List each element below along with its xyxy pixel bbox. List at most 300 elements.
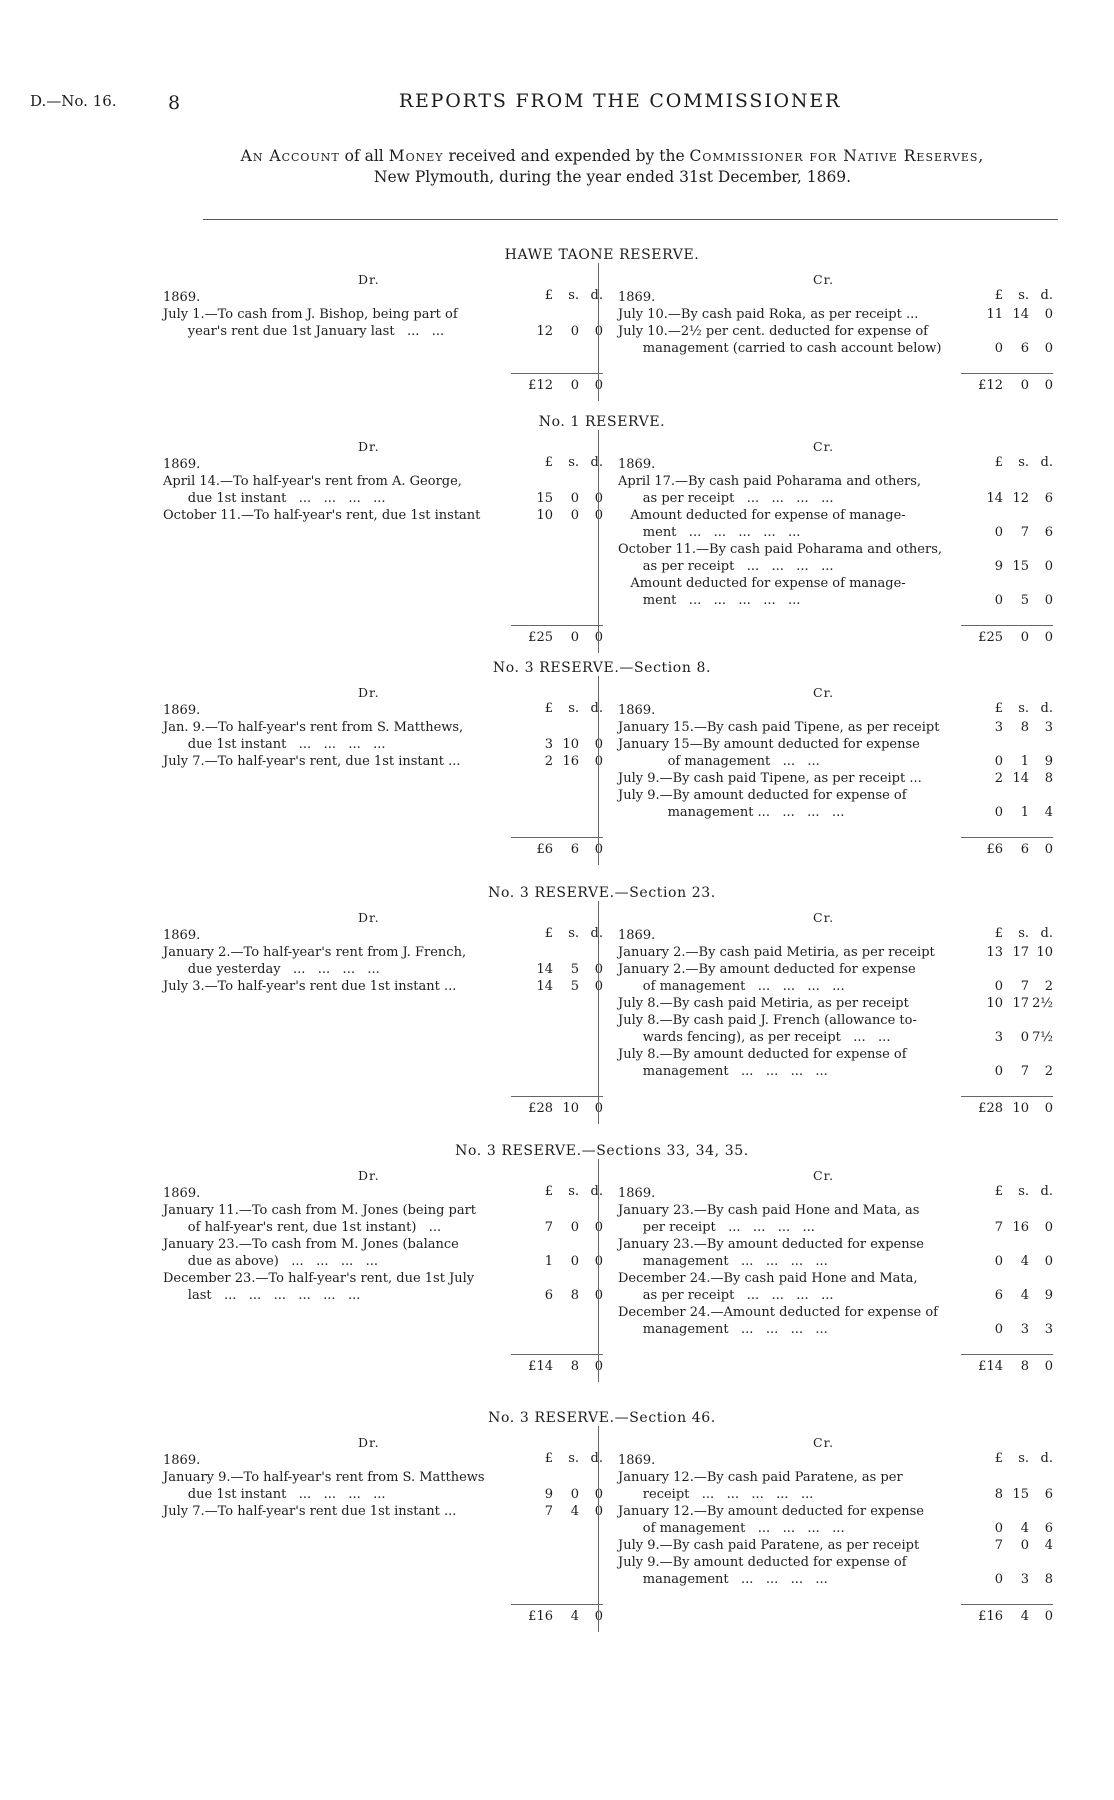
dr-currency-header-shillings: s.: [568, 288, 579, 303]
dr-entry-text: Jan. 9.—To half-year's rent from S. Matthews,: [163, 720, 464, 735]
cr-entry-amount-shillings: 3: [1020, 1572, 1029, 1587]
cr-currency-header: [963, 1183, 1053, 1200]
dr-total-pounds: £6: [536, 842, 553, 857]
dr-entry-amount-pounds: 3: [544, 737, 553, 752]
cr-entry-amount-pence: 6: [1044, 525, 1053, 540]
cr-entry-amount-pounds: 0: [994, 1572, 1003, 1587]
cr-total-pounds: £16: [978, 1609, 1003, 1624]
cr-entry-amount: [963, 1029, 1053, 1046]
dr-currency-header-pounds: £: [544, 455, 553, 470]
debit-caption: Dr.: [358, 1168, 380, 1183]
cr-entry-text: as per receipt ... ... ... ...: [618, 491, 834, 506]
cr-entry-amount: [963, 1287, 1053, 1304]
cr-entry-amount: [963, 340, 1053, 357]
dr-currency-header-pence: d.: [590, 1184, 603, 1199]
dr-currency-header-pounds: £: [544, 701, 553, 716]
dr-total-shillings: 0: [570, 630, 579, 645]
dr-entry-amount-pence: 0: [594, 1254, 603, 1269]
dr-total-pence: 0: [594, 1101, 603, 1116]
dr-entry-amount: [513, 1503, 603, 1520]
dr-entry-text: October 11.—To half-year's rent, due 1st instant: [163, 508, 481, 523]
cr-entry-text: Amount deducted for expense of manage-: [618, 576, 906, 591]
dr-entry-text: last ... ... ... ... ... ...: [163, 1288, 361, 1303]
cr-currency-header-pounds: £: [994, 1451, 1003, 1466]
page-title: REPORTS FROM THE COMMISSIONER: [398, 90, 842, 112]
dr-entry-amount: [513, 753, 603, 770]
dr-total-pounds: £16: [528, 1609, 553, 1624]
debit-caption: Dr.: [358, 910, 380, 925]
cr-entry-text: of management ... ...: [618, 754, 820, 769]
cr-entry-text: October 11.—By cash paid Poharama and others,: [618, 542, 943, 557]
debit-caption: Dr.: [358, 685, 380, 700]
cr-entry-amount-pence: 10: [1036, 945, 1053, 960]
cr-currency-header: [963, 700, 1053, 717]
cr-entry-amount-pounds: 0: [994, 805, 1003, 820]
cr-entry-amount: [963, 558, 1053, 575]
cr-entry-amount-pounds: 3: [994, 1030, 1003, 1045]
cr-entry-amount-pence: 2½: [1032, 996, 1053, 1011]
cr-entry-text: January 12.—By amount deducted for expense: [618, 1504, 924, 1519]
section-title: No. 3 RESERVE.—Section 8.: [492, 660, 712, 676]
cr-entry-amount-pounds: 0: [994, 754, 1003, 769]
cr-total-pence: 0: [1044, 378, 1053, 393]
cr-entry-amount: [963, 719, 1053, 736]
intro-lead: An Account: [240, 147, 340, 165]
dr-entry-text: July 7.—To half-year's rent due 1st instant ...: [163, 1504, 457, 1519]
cr-entry-amount: [963, 1571, 1053, 1588]
section-title: No. 3 RESERVE.—Sections 33, 34, 35.: [455, 1143, 749, 1159]
cr-total: [963, 1100, 1053, 1117]
dr-total: [513, 377, 603, 394]
cr-entry-amount-pence: 0: [1044, 307, 1053, 322]
credit-caption: Cr.: [813, 1168, 835, 1183]
dr-entry-text: 1869.: [163, 290, 201, 305]
cr-entry-text: 1869.: [618, 1186, 656, 1201]
dr-currency-header-pence: d.: [590, 1451, 603, 1466]
dr-total: [513, 1100, 603, 1117]
cr-entry-text: July 10.—By cash paid Roka, as per receipt ...: [618, 307, 919, 322]
dr-entry-text: 1869.: [163, 457, 201, 472]
cr-entry-text: January 23.—By amount deducted for expense: [618, 1237, 924, 1252]
cr-entry-amount-shillings: 15: [1012, 559, 1029, 574]
credit-caption: Cr.: [813, 685, 835, 700]
cr-entry-amount-pounds: 0: [994, 1254, 1003, 1269]
dr-currency-header-pence: d.: [590, 701, 603, 716]
cr-entry-text: management ... ... ... ...: [618, 805, 845, 820]
cr-entry-amount-pounds: 6: [994, 1288, 1003, 1303]
cr-entry-amount-shillings: 16: [1012, 1220, 1029, 1235]
cr-total: [963, 841, 1053, 858]
cr-entry-amount-pounds: 7: [994, 1538, 1003, 1553]
dr-total-shillings: 6: [570, 842, 579, 857]
dr-entry-amount-shillings: 0: [570, 491, 579, 506]
cr-entry-amount-pence: 9: [1044, 754, 1053, 769]
dr-entry-amount-pounds: 14: [536, 979, 553, 994]
cr-entry-amount-shillings: 14: [1012, 307, 1029, 322]
dr-entry-amount-shillings: 8: [570, 1288, 579, 1303]
cr-entry-text: January 15.—By cash paid Tipene, as per receipt: [618, 720, 940, 735]
cr-entry-amount-pence: 8: [1044, 1572, 1053, 1587]
cr-currency-header-pounds: £: [994, 701, 1003, 716]
dr-currency-header-shillings: s.: [568, 1451, 579, 1466]
credit-caption: Cr.: [813, 1435, 835, 1450]
cr-total-pence: 0: [1044, 1359, 1053, 1374]
cr-entry-text: April 17.—By cash paid Poharama and others,: [618, 474, 922, 489]
cr-sum-rule: [961, 837, 1053, 838]
cr-currency-header-pence: d.: [1040, 288, 1053, 303]
cr-entry-amount-pence: 7½: [1032, 1030, 1053, 1045]
cr-entry-amount: [963, 1486, 1053, 1503]
cr-currency-header-pounds: £: [994, 926, 1003, 941]
cr-total: [963, 377, 1053, 394]
dr-total: [513, 629, 603, 646]
cr-entry-amount: [963, 306, 1053, 323]
dr-total-pence: 0: [594, 842, 603, 857]
dr-entry-amount-pence: 0: [594, 754, 603, 769]
dr-entry-amount: [513, 1486, 603, 1503]
dr-sum-rule: [511, 1354, 603, 1355]
cr-entry-text: as per receipt ... ... ... ...: [618, 1288, 834, 1303]
cr-entry-amount: [963, 1537, 1053, 1554]
column-divider: [598, 430, 599, 653]
cr-entry-text: ment ... ... ... ... ...: [618, 525, 801, 540]
dr-entry-text: April 14.—To half-year's rent from A. George,: [163, 474, 462, 489]
dr-entry-text: due 1st instant ... ... ... ...: [163, 491, 386, 506]
cr-sum-rule: [961, 625, 1053, 626]
dr-sum-rule: [511, 837, 603, 838]
cr-entry-amount-pence: 4: [1044, 1538, 1053, 1553]
dr-total-pounds: £28: [528, 1101, 553, 1116]
dr-entry-text: year's rent due 1st January last ... ...: [163, 324, 445, 339]
cr-entry-amount-shillings: 4: [1020, 1254, 1029, 1269]
cr-entry-text: December 24.—By cash paid Hone and Mata,: [618, 1271, 918, 1286]
cr-entry-amount-pounds: 13: [986, 945, 1003, 960]
dr-currency-header-pence: d.: [590, 288, 603, 303]
cr-sum-rule: [961, 1604, 1053, 1605]
cr-entry-amount: [963, 490, 1053, 507]
cr-total: [963, 1608, 1053, 1625]
cr-total-shillings: 8: [1020, 1359, 1029, 1374]
cr-sum-rule: [961, 1354, 1053, 1355]
header-rule: [203, 219, 1058, 220]
cr-entry-amount-pounds: 10: [986, 996, 1003, 1011]
dr-entry-amount-shillings: 5: [570, 962, 579, 977]
dr-entry-amount-pounds: 12: [536, 324, 553, 339]
debit-caption: Dr.: [358, 1435, 380, 1450]
cr-currency-header-shillings: s.: [1018, 1184, 1029, 1199]
cr-currency-header: [963, 1450, 1053, 1467]
cr-currency-header-pence: d.: [1040, 1451, 1053, 1466]
dr-entry-amount: [513, 507, 603, 524]
dr-currency-header: [513, 454, 603, 471]
cr-entry-amount-pence: 4: [1044, 805, 1053, 820]
dr-entry-amount-shillings: 0: [570, 1487, 579, 1502]
cr-entry-text: January 15—By amount deducted for expense: [618, 737, 920, 752]
dr-entry-text: July 3.—To half-year's rent due 1st instant ...: [163, 979, 457, 994]
cr-entry-amount-shillings: 7: [1020, 979, 1029, 994]
cr-entry-amount-shillings: 12: [1012, 491, 1029, 506]
dr-currency-header-pounds: £: [544, 1184, 553, 1199]
dr-entry-amount-pounds: 1: [544, 1254, 553, 1269]
section-title: No. 3 RESERVE.—Section 23.: [488, 885, 716, 901]
dr-total-shillings: 8: [570, 1359, 579, 1374]
cr-entry-amount-shillings: 7: [1020, 525, 1029, 540]
cr-entry-amount-pence: 6: [1044, 1487, 1053, 1502]
cr-entry-amount: [963, 592, 1053, 609]
dr-entry-amount-shillings: 0: [570, 1254, 579, 1269]
cr-entry-amount-pence: 3: [1044, 720, 1053, 735]
cr-entry-text: January 23.—By cash paid Hone and Mata, as: [618, 1203, 920, 1218]
dr-entry-amount: [513, 323, 603, 340]
cr-entry-amount-shillings: 6: [1020, 341, 1029, 356]
cr-entry-amount-pence: 0: [1044, 1220, 1053, 1235]
cr-currency-header-pounds: £: [994, 288, 1003, 303]
cr-entry-amount-pounds: 8: [994, 1487, 1003, 1502]
cr-entry-text: of management ... ... ... ...: [618, 1521, 845, 1536]
dr-entry-amount-pounds: 15: [536, 491, 553, 506]
cr-total-shillings: 0: [1020, 378, 1029, 393]
cr-entry-amount-shillings: 3: [1020, 1322, 1029, 1337]
dr-entry-amount: [513, 978, 603, 995]
cr-entry-amount: [963, 1063, 1053, 1080]
dr-entry-amount-shillings: 10: [562, 737, 579, 752]
cr-currency-header-shillings: s.: [1018, 288, 1029, 303]
cr-entry-text: as per receipt ... ... ... ...: [618, 559, 834, 574]
dr-entry-amount: [513, 1253, 603, 1270]
dr-entry-text: January 11.—To cash from M. Jones (being part: [163, 1203, 477, 1218]
cr-entry-text: Amount deducted for expense of manage-: [618, 508, 906, 523]
cr-entry-amount-pence: 0: [1044, 341, 1053, 356]
dr-total-pence: 0: [594, 1359, 603, 1374]
credit-caption: Cr.: [813, 439, 835, 454]
cr-entry-amount: [963, 995, 1053, 1012]
cr-entry-amount-shillings: 15: [1012, 1487, 1029, 1502]
cr-entry-amount: [963, 804, 1053, 821]
cr-entry-amount-pounds: 0: [994, 593, 1003, 608]
cr-entry-text: July 9.—By amount deducted for expense of: [618, 1555, 907, 1570]
dr-sum-rule: [511, 625, 603, 626]
cr-entry-amount: [963, 1219, 1053, 1236]
document-reference: D.—No. 16.: [30, 92, 117, 110]
account-intro: [165, 146, 1060, 188]
dr-total-pence: 0: [594, 1609, 603, 1624]
cr-entry-text: management (carried to cash account below): [618, 341, 942, 356]
cr-total-pence: 0: [1044, 842, 1053, 857]
column-divider: [598, 901, 599, 1124]
dr-currency-header: [513, 1183, 603, 1200]
dr-total-pence: 0: [594, 378, 603, 393]
cr-entry-text: 1869.: [618, 928, 656, 943]
dr-entry-amount-pence: 0: [594, 491, 603, 506]
dr-currency-header-pence: d.: [590, 926, 603, 941]
dr-entry-amount-pounds: 10: [536, 508, 553, 523]
cr-entry-amount: [963, 1520, 1053, 1537]
cr-entry-text: 1869.: [618, 290, 656, 305]
dr-entry-amount-pounds: 7: [544, 1504, 553, 1519]
cr-entry-amount-pence: 2: [1044, 979, 1053, 994]
section-title: HAWE TAONE RESERVE.: [504, 247, 700, 263]
cr-currency-header-pounds: £: [994, 455, 1003, 470]
cr-entry-amount-shillings: 17: [1012, 996, 1029, 1011]
cr-entry-text: January 2.—By amount deducted for expense: [618, 962, 916, 977]
cr-total-pence: 0: [1044, 1609, 1053, 1624]
cr-total-shillings: 4: [1020, 1609, 1029, 1624]
cr-entry-amount-pounds: 3: [994, 720, 1003, 735]
cr-entry-text: management ... ... ... ...: [618, 1322, 828, 1337]
cr-total: [963, 629, 1053, 646]
page-number: 8: [168, 92, 181, 114]
dr-entry-amount-pounds: 2: [544, 754, 553, 769]
cr-currency-header-shillings: s.: [1018, 701, 1029, 716]
cr-entry-text: ment ... ... ... ... ...: [618, 593, 801, 608]
cr-entry-amount: [963, 1253, 1053, 1270]
cr-total-pounds: £6: [986, 842, 1003, 857]
dr-currency-header: [513, 287, 603, 304]
cr-entry-text: of management ... ... ... ...: [618, 979, 845, 994]
dr-entry-text: 1869.: [163, 1453, 201, 1468]
cr-entry-text: July 9.—By amount deducted for expense of: [618, 788, 907, 803]
column-divider: [598, 263, 599, 401]
cr-entry-text: July 9.—By cash paid Tipene, as per receipt ...: [618, 771, 922, 786]
cr-entry-amount: [963, 1321, 1053, 1338]
dr-currency-header-shillings: s.: [568, 926, 579, 941]
dr-total: [513, 841, 603, 858]
cr-entry-amount-pence: 6: [1044, 1521, 1053, 1536]
dr-entry-text: due 1st instant ... ... ... ...: [163, 1487, 386, 1502]
cr-entry-amount-pounds: 0: [994, 1322, 1003, 1337]
cr-entry-amount: [963, 978, 1053, 995]
cr-entry-amount-shillings: 0: [1020, 1538, 1029, 1553]
dr-currency-header-pounds: £: [544, 288, 553, 303]
dr-entry-amount: [513, 1219, 603, 1236]
cr-entry-amount-shillings: 17: [1012, 945, 1029, 960]
cr-entry-text: per receipt ... ... ... ...: [618, 1220, 815, 1235]
cr-entry-text: 1869.: [618, 457, 656, 472]
dr-total: [513, 1358, 603, 1375]
cr-entry-amount-pence: 0: [1044, 593, 1053, 608]
cr-entry-text: July 8.—By cash paid J. French (allowance to-: [618, 1013, 917, 1028]
cr-entry-amount-pence: 8: [1044, 771, 1053, 786]
cr-entry-amount-shillings: 4: [1020, 1288, 1029, 1303]
dr-total-shillings: 0: [570, 378, 579, 393]
cr-entry-amount-pounds: 0: [994, 525, 1003, 540]
cr-entry-amount-pence: 3: [1044, 1322, 1053, 1337]
cr-sum-rule: [961, 1096, 1053, 1097]
dr-entry-text: January 23.—To cash from M. Jones (balance: [163, 1237, 459, 1252]
dr-entry-text: 1869.: [163, 928, 201, 943]
dr-entry-amount: [513, 961, 603, 978]
dr-currency-header: [513, 1450, 603, 1467]
column-divider: [598, 676, 599, 865]
dr-currency-header: [513, 925, 603, 942]
dr-total-pounds: £25: [528, 630, 553, 645]
cr-total-pounds: £12: [978, 378, 1003, 393]
dr-entry-amount-pence: 0: [594, 1487, 603, 1502]
cr-entry-amount-pence: 6: [1044, 491, 1053, 506]
dr-currency-header-shillings: s.: [568, 1184, 579, 1199]
cr-entry-amount-pence: 0: [1044, 1254, 1053, 1269]
dr-entry-amount-shillings: 0: [570, 508, 579, 523]
cr-entry-amount-shillings: 4: [1020, 1521, 1029, 1536]
cr-currency-header-shillings: s.: [1018, 1451, 1029, 1466]
column-divider: [598, 1159, 599, 1382]
cr-entry-text: 1869.: [618, 703, 656, 718]
dr-currency-header-pounds: £: [544, 1451, 553, 1466]
cr-entry-amount-pounds: 2: [994, 771, 1003, 786]
dr-entry-amount-pence: 0: [594, 1288, 603, 1303]
dr-entry-amount-pence: 0: [594, 1504, 603, 1519]
dr-total: [513, 1608, 603, 1625]
cr-entry-amount-pounds: 11: [986, 307, 1003, 322]
dr-total-shillings: 10: [562, 1101, 579, 1116]
cr-currency-header-shillings: s.: [1018, 455, 1029, 470]
section-title: No. 3 RESERVE.—Section 46.: [488, 1410, 716, 1426]
dr-entry-text: July 1.—To cash from J. Bishop, being part of: [163, 307, 458, 322]
dr-entry-text: due as above) ... ... ... ...: [163, 1254, 379, 1269]
intro-line2: New Plymouth, during the year ended 31st December, 1869.: [373, 168, 852, 186]
dr-entry-amount-pence: 0: [594, 324, 603, 339]
cr-currency-header: [963, 454, 1053, 471]
cr-entry-text: management ... ... ... ...: [618, 1254, 828, 1269]
cr-entry-text: July 8.—By amount deducted for expense of: [618, 1047, 907, 1062]
dr-entry-text: December 23.—To half-year's rent, due 1st July: [163, 1271, 475, 1286]
dr-total-pounds: £14: [528, 1359, 553, 1374]
dr-entry-text: due yesterday ... ... ... ...: [163, 962, 380, 977]
dr-entry-amount-pence: 0: [594, 962, 603, 977]
dr-entry-amount: [513, 1287, 603, 1304]
dr-entry-amount-shillings: 0: [570, 324, 579, 339]
cr-entry-amount-pence: 0: [1044, 559, 1053, 574]
cr-entry-text: July 8.—By cash paid Metiria, as per receipt: [618, 996, 909, 1011]
dr-entry-amount-shillings: 0: [570, 1220, 579, 1235]
dr-entry-amount: [513, 490, 603, 507]
cr-entry-amount-shillings: 0: [1020, 1030, 1029, 1045]
cr-entry-text: July 9.—By cash paid Paratene, as per receipt: [618, 1538, 920, 1553]
cr-entry-text: wards fencing), as per receipt ... ...: [618, 1030, 891, 1045]
cr-currency-header: [963, 925, 1053, 942]
credit-caption: Cr.: [813, 272, 835, 287]
cr-total: [963, 1358, 1053, 1375]
cr-entry-amount-pounds: 0: [994, 979, 1003, 994]
cr-sum-rule: [961, 373, 1053, 374]
dr-entry-amount-shillings: 4: [570, 1504, 579, 1519]
cr-entry-amount-pounds: 0: [994, 341, 1003, 356]
dr-currency-header-pounds: £: [544, 926, 553, 941]
intro-part1: of all: [339, 147, 389, 165]
cr-entry-amount: [963, 944, 1053, 961]
cr-entry-amount-pounds: 7: [994, 1220, 1003, 1235]
credit-caption: Cr.: [813, 910, 835, 925]
cr-entry-text: management ... ... ... ...: [618, 1064, 828, 1079]
cr-entry-amount: [963, 753, 1053, 770]
cr-entry-text: January 2.—By cash paid Metiria, as per receipt: [618, 945, 935, 960]
dr-entry-amount-pounds: 7: [544, 1220, 553, 1235]
dr-currency-header-shillings: s.: [568, 455, 579, 470]
cr-total-pence: 0: [1044, 630, 1053, 645]
cr-entry-amount-pounds: 14: [986, 491, 1003, 506]
dr-entry-amount-pence: 0: [594, 737, 603, 752]
dr-total-pounds: £12: [528, 378, 553, 393]
dr-entry-amount-pounds: 14: [536, 962, 553, 977]
intro-part2: received and expended by the: [443, 147, 690, 165]
cr-entry-text: December 24.—Amount deducted for expense of: [618, 1305, 938, 1320]
dr-entry-amount-shillings: 5: [570, 979, 579, 994]
cr-entry-amount-shillings: 5: [1020, 593, 1029, 608]
dr-sum-rule: [511, 1604, 603, 1605]
cr-currency-header-pence: d.: [1040, 701, 1053, 716]
cr-entry-amount-pence: 9: [1044, 1288, 1053, 1303]
dr-entry-amount-pounds: 6: [544, 1288, 553, 1303]
